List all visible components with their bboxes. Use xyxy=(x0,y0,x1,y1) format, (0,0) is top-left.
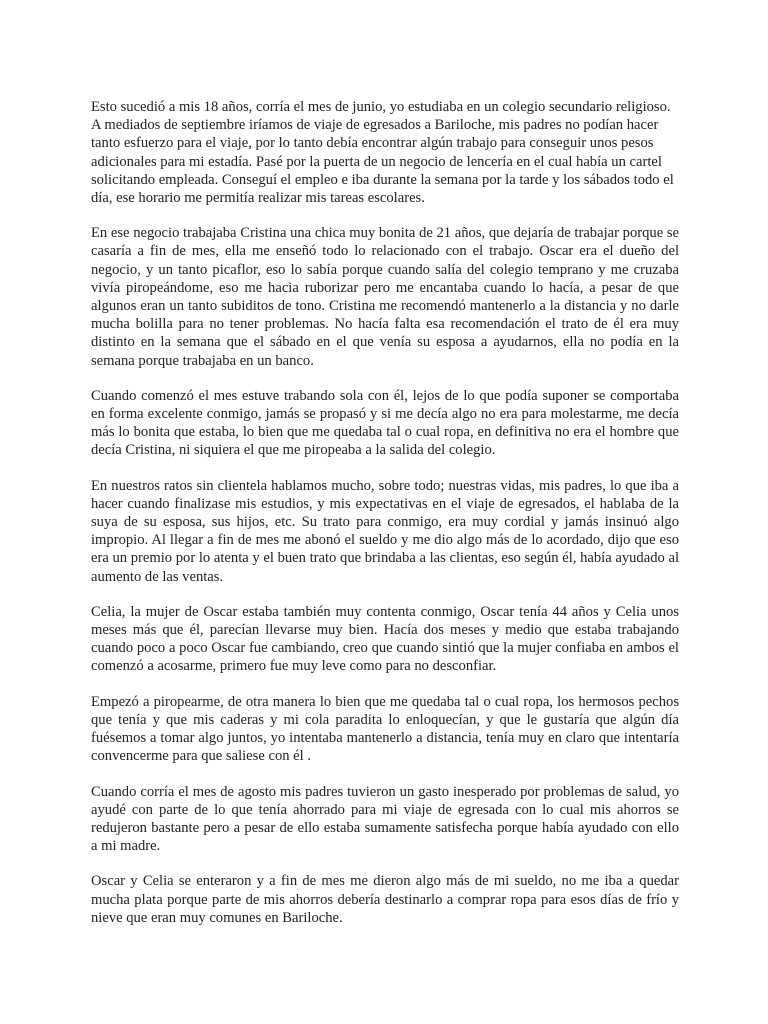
paragraph: Oscar y Celia se enteraron y a fin de mes me dieron algo más de mi sueldo, no me iba a quedar mucha plata porque parte de mis ahorros debería destinarlo a comprar ropa para esos días de frío y nieve que eran muy comunes en Bariloche. xyxy=(91,873,679,926)
paragraph: Empezó a piropearme, de otra manera lo bien que me quedaba tal o cual ropa, los hermosos pechos que tenía y que mis caderas y mi cola paradita lo enloquecían, y que le gustaría que algún día fuésemos a tomar algo juntos, yo intentaba mantenerlo a distancia, tenía muy en claro que intentaría convencerme para que saliese con él . xyxy=(91,693,679,765)
paragraph: Cuando corría el mes de agosto mis padres tuvieron un gasto inesperado por problemas de salud, yo ayudé con parte de lo que tenía ahorrado para mi viaje de egresada con lo cual mis ahorros se redujeron bastante pero a pesar de ello estaba sumamente satisfecha porque había ayudado con ello a mi madre. xyxy=(91,783,679,855)
paragraph: Esto sucedió a mis 18 años, corría el mes de junio, yo estudiaba en un colegio secundario religioso. A mediados de septiembre iríamos de viaje de egresados a Bariloche, mis padres no podían hacer tanto esfuerzo para el viaje, por lo tanto debía encontrar algún trabajo para conseguir unos pesos adicionales para mi estadía. Pasé por la puerta de un negocio de lencería en el cual había un cartel solicitando empleada. Conseguí el empleo e iba durante la semana por la tarde y los sábados todo el día, ese horario me permitía realizar mis tareas escolares. xyxy=(91,99,674,207)
paragraph: Celia, la mujer de Oscar estaba también muy contenta conmigo, Oscar tenía 44 años y Celia unos meses más que él, parecían llevarse muy bien. Hacía dos meses y medio que estaba trabajando cuando poco a poco Oscar fue cambiando, creo que cuando sintió que la mujer confiaba en ambos el comenzó a acosarme, primero fue muy leve como para no desconfiar. xyxy=(91,603,679,675)
document-body xyxy=(91,98,679,944)
paragraph: En nuestros ratos sin clientela hablamos mucho, sobre todo; nuestras vidas, mis padres, lo que iba a hacer cuando finalizase mis estudios, y mis expectativas en el viaje de egresados, el hablaba de la suya de su esposa, sus hijos, etc. Su trato para conmigo, era muy cordial y jamás insinuó algo impropio. Al llegar a fin de mes me abonó el sueldo y me dio algo más de lo acordado, dijo que eso era un premio por lo atenta y el buen trato que brindaba a las clientas, eso según él, había ayudado al aumento de las ventas. xyxy=(91,477,679,585)
paragraph: Cuando comenzó el mes estuve trabando sola con él, lejos de lo que podía suponer se comportaba en forma excelente conmigo, jamás se propasó y si me decía algo no era para molestarme, me decía más lo bonita que estaba, lo bien que me quedaba tal o cual ropa, en definitiva no era el hombre que decía Cristina, ni siquiera el que me piropeaba a la salida del colegio. xyxy=(91,387,679,459)
paragraph: En ese negocio trabajaba Cristina una chica muy bonita de 21 años, que dejaría de trabajar porque se casaría a fin de mes, ella me enseñó todo lo relacionado con el trabajo. Oscar era el dueño del negocio, y un tanto picaflor, eso lo sabía porque cuando salía del colegio temprano y me cruzaba vivía piropeándome, eso me hacia ruborizar pero me encantaba cuando lo hacía, a pesar de que algunos eran un tanto subiditos de tono. Cristina me recomendó mantenerlo a la distancia y no darle mucha bolilla para no tener problemas. No hacía falta esa recomendación el trato de él era muy distinto en la semana que el sábado en el que venía su esposa a ayudarnos, ella no podía en la semana porque trabajaba en un banco. xyxy=(91,225,679,369)
